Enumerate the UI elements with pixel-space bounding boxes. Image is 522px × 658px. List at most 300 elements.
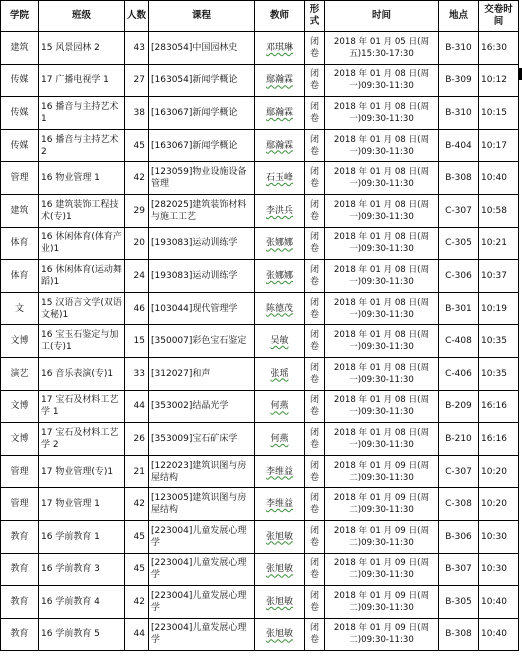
time-cell (325, 553, 439, 586)
form-cell-text: 闭卷 (309, 460, 319, 483)
class-cell-text: 16 播音与主持艺术 1 (41, 101, 119, 124)
teacher-cell-text: 张娜娜 (265, 270, 293, 281)
count-cell-text: 26 (133, 433, 145, 444)
table-row (1, 390, 519, 423)
course-cell-text: [193083]运动训练学 (151, 238, 238, 249)
count-cell-text: 45 (133, 564, 145, 575)
submit-time-cell (479, 390, 519, 423)
count-cell (125, 520, 149, 553)
room-cell-text: B-309 (445, 75, 472, 86)
time-cell-text: 2018 年 01 月 09 日(周二)09:30-11:30 (333, 558, 430, 581)
form-cell (305, 618, 325, 651)
course-cell-text: [163067]新闻学概论 (151, 140, 238, 151)
class-cell-text: 16 建筑装饰工程技术(专)1 (41, 199, 119, 222)
class-cell (39, 292, 125, 325)
count-cell-text: 42 (133, 596, 145, 607)
college-cell-text: 教育 (10, 564, 29, 575)
submit-time-cell-text: 10:30 (481, 564, 507, 575)
college-cell (1, 97, 39, 130)
time-cell (325, 129, 439, 162)
room-cell (439, 227, 479, 260)
college-cell (1, 32, 39, 65)
table-row (1, 292, 519, 325)
table-row (1, 357, 519, 390)
room-cell-text: C-306 (445, 270, 472, 281)
time-cell-text: 2018 年 01 月 09 日(周二)09:30-11:30 (333, 623, 430, 646)
submit-time-cell (479, 586, 519, 619)
room-cell-text: B-209 (445, 401, 472, 412)
header-time: 时间 (325, 1, 439, 32)
count-cell-text: 24 (133, 270, 145, 281)
time-cell-text: 2018 年 01 月 08 日(周一)09:30-11:30 (333, 134, 430, 157)
college-cell (1, 455, 39, 488)
college-cell-text: 教育 (10, 531, 29, 542)
count-cell (125, 390, 149, 423)
form-cell-text: 闭卷 (309, 167, 319, 190)
table-body (1, 32, 519, 651)
time-cell-text: 2018 年 01 月 08 日(周一)09:30-11:30 (333, 232, 430, 255)
submit-time-cell-text: 10:19 (481, 303, 507, 314)
time-cell (325, 194, 439, 227)
class-cell-text: 16 学前教育 5 (41, 629, 100, 640)
table-row (1, 32, 519, 65)
time-cell (325, 162, 439, 195)
time-cell (325, 520, 439, 553)
college-cell (1, 423, 39, 456)
course-cell (149, 325, 255, 358)
form-cell (305, 423, 325, 456)
college-cell (1, 618, 39, 651)
count-cell-text: 15 (133, 336, 145, 347)
form-cell-text: 闭卷 (309, 101, 319, 124)
class-cell-text: 17 广播电视学 1 (41, 75, 109, 86)
header-room: 地点 (439, 1, 479, 32)
form-cell (305, 292, 325, 325)
college-cell (1, 64, 39, 97)
teacher-cell (255, 357, 305, 390)
time-cell (325, 423, 439, 456)
time-cell (325, 97, 439, 130)
time-cell (325, 488, 439, 521)
course-cell (149, 260, 255, 293)
teacher-cell (255, 553, 305, 586)
count-cell-text: 44 (133, 401, 145, 412)
submit-time-cell (479, 553, 519, 586)
submit-time-cell-text: 10:17 (481, 140, 507, 151)
submit-time-cell (479, 292, 519, 325)
teacher-cell-text: 李维益 (265, 499, 293, 510)
college-cell (1, 194, 39, 227)
room-cell-text: B-404 (445, 140, 472, 151)
class-cell-text: 17 宝石及材料工艺学 2 (41, 427, 119, 450)
college-cell-text: 体育 (10, 238, 29, 249)
header-class: 班级 (39, 1, 125, 32)
time-cell (325, 618, 439, 651)
form-cell (305, 520, 325, 553)
teacher-cell (255, 423, 305, 456)
table-row (1, 520, 519, 553)
count-cell (125, 227, 149, 260)
time-cell-text: 2018 年 01 月 08 日(周一)09:30-11:30 (333, 297, 430, 320)
class-cell-text: 15 风景园林 2 (41, 42, 100, 53)
course-cell-text: [223004]儿童发展心理学 (151, 558, 247, 581)
college-cell (1, 390, 39, 423)
room-cell (439, 292, 479, 325)
submit-time-cell (479, 357, 519, 390)
room-cell-text: B-301 (445, 303, 472, 314)
submit-time-cell-text: 10:35 (481, 368, 507, 379)
submit-time-cell-text: 10:30 (481, 531, 507, 542)
time-cell-text: 2018 年 01 月 08 日(周一)09:30-11:30 (333, 167, 430, 190)
submit-time-cell-text: 10:40 (481, 596, 507, 607)
teacher-cell-text: 张旭敏 (265, 596, 293, 607)
college-cell (1, 553, 39, 586)
submit-time-cell (479, 260, 519, 293)
room-cell (439, 32, 479, 65)
form-cell (305, 488, 325, 521)
submit-time-cell (479, 97, 519, 130)
class-cell (39, 194, 125, 227)
count-cell (125, 325, 149, 358)
count-cell (125, 97, 149, 130)
course-cell (149, 227, 255, 260)
college-cell (1, 162, 39, 195)
submit-time-cell-text: 10:40 (481, 629, 507, 640)
submit-time-cell (479, 32, 519, 65)
submit-time-cell (479, 423, 519, 456)
form-cell-text: 闭卷 (309, 427, 319, 450)
count-cell-text: 38 (133, 107, 145, 118)
course-cell (149, 129, 255, 162)
class-cell-text: 16 学前教育 3 (41, 564, 100, 575)
room-cell (439, 64, 479, 97)
submit-time-cell-text: 10:37 (481, 270, 507, 281)
submit-time-cell (479, 520, 519, 553)
time-cell-text: 2018 年 01 月 08 日(周一)09:30-11:30 (333, 362, 430, 385)
room-cell (439, 586, 479, 619)
form-cell (305, 162, 325, 195)
time-cell-text: 2018 年 01 月 08 日(周一)09:30-11:30 (333, 101, 430, 124)
class-cell (39, 553, 125, 586)
form-cell-text: 闭卷 (309, 525, 319, 548)
room-cell (439, 162, 479, 195)
count-cell-text: 46 (133, 303, 145, 314)
teacher-cell (255, 97, 305, 130)
submit-time-cell (479, 488, 519, 521)
room-cell (439, 97, 479, 130)
submit-time-cell-text: 10:20 (481, 466, 507, 477)
count-cell-text: 29 (133, 205, 145, 216)
submit-time-cell-text: 10:15 (481, 107, 507, 118)
class-cell (39, 586, 125, 619)
submit-time-cell (479, 194, 519, 227)
room-cell (439, 357, 479, 390)
room-cell (439, 325, 479, 358)
form-cell (305, 97, 325, 130)
college-cell (1, 129, 39, 162)
teacher-cell-text: 石玉峰 (265, 173, 293, 184)
time-cell-text: 2018 年 01 月 08 日(周一)09:30-11:30 (333, 427, 430, 450)
course-cell-text: [223004]儿童发展心理学 (151, 590, 247, 613)
course-cell-text: [163054]新闻学概论 (151, 75, 238, 86)
course-cell-text: [312027]和声 (151, 368, 211, 379)
college-cell-text: 文博 (10, 433, 29, 444)
form-cell (305, 129, 325, 162)
class-cell (39, 325, 125, 358)
form-cell-text: 闭卷 (309, 558, 319, 581)
college-cell-text: 建筑 (10, 205, 29, 216)
submit-time-cell-text: 10:40 (481, 173, 507, 184)
room-cell-text: B-306 (445, 531, 472, 542)
college-cell (1, 357, 39, 390)
count-cell-text: 21 (133, 466, 145, 477)
teacher-cell-text: 张旭敏 (265, 629, 293, 640)
room-cell-text: C-305 (445, 238, 472, 249)
header-form: 形式 (305, 1, 325, 32)
form-cell (305, 325, 325, 358)
time-cell-text: 2018 年 01 月 09 日(周二)09:30-11:30 (333, 590, 430, 613)
teacher-cell (255, 292, 305, 325)
count-cell (125, 618, 149, 651)
college-cell-text: 文博 (10, 336, 29, 347)
room-cell (439, 520, 479, 553)
count-cell-text: 44 (133, 629, 145, 640)
table-row (1, 64, 519, 97)
form-cell (305, 32, 325, 65)
class-cell-text: 16 学前教育 1 (41, 531, 100, 542)
form-cell-text: 闭卷 (309, 623, 319, 646)
teacher-cell (255, 32, 305, 65)
college-cell (1, 586, 39, 619)
submit-time-cell-text: 10:12 (481, 75, 507, 86)
count-cell-text: 27 (133, 75, 145, 86)
room-cell-text: C-307 (445, 205, 472, 216)
count-cell-text: 20 (133, 238, 145, 249)
course-cell (149, 520, 255, 553)
header-course: 课程 (149, 1, 255, 32)
submit-time-cell (479, 129, 519, 162)
time-cell (325, 260, 439, 293)
room-cell-text: C-308 (445, 499, 472, 510)
teacher-cell-text: 鄢瀚霖 (265, 107, 293, 118)
room-cell-text: C-406 (445, 368, 472, 379)
table-row (1, 129, 519, 162)
teacher-cell-text: 张旭敏 (265, 564, 293, 575)
table-row (1, 488, 519, 521)
table-row (1, 260, 519, 293)
time-cell (325, 292, 439, 325)
class-cell-text: 16 休闲体育(体育产业)1 (41, 232, 122, 255)
table-row (1, 423, 519, 456)
teacher-cell-text: 李洪兵 (265, 205, 293, 216)
table-row (1, 97, 519, 130)
room-cell (439, 390, 479, 423)
class-cell-text: 17 物业管理 1 (41, 499, 100, 510)
submit-time-cell (479, 618, 519, 651)
table-row (1, 194, 519, 227)
form-cell (305, 390, 325, 423)
course-cell (149, 455, 255, 488)
teacher-cell (255, 586, 305, 619)
room-cell-text: C-408 (445, 336, 472, 347)
college-cell-text: 文博 (10, 401, 29, 412)
table-row (1, 455, 519, 488)
teacher-cell-text: 鄢瀚霖 (265, 75, 293, 86)
teacher-cell (255, 194, 305, 227)
teacher-cell-text: 张娜娜 (265, 238, 293, 249)
room-cell-text: C-307 (445, 466, 472, 477)
teacher-cell-text: 鄢瀚霖 (265, 140, 293, 151)
room-cell (439, 488, 479, 521)
course-cell (149, 553, 255, 586)
time-cell-text: 2018 年 01 月 09 日(周二)09:30-11:30 (333, 460, 430, 483)
submit-time-cell (479, 455, 519, 488)
time-cell (325, 227, 439, 260)
course-cell-text: [163067]新闻学概论 (151, 107, 238, 118)
class-cell-text: 16 播音与主持艺术 2 (41, 134, 119, 157)
class-cell-text: 16 学前教育 4 (41, 596, 100, 607)
count-cell (125, 488, 149, 521)
form-cell-text: 闭卷 (309, 362, 319, 385)
time-cell (325, 357, 439, 390)
course-cell-text: [223004]儿童发展心理学 (151, 623, 247, 646)
form-cell-text: 闭卷 (309, 232, 319, 255)
time-cell-text: 2018 年 01 月 08 日(周一)09:30-11:30 (333, 264, 430, 287)
table-row (1, 325, 519, 358)
form-cell (305, 260, 325, 293)
course-cell (149, 618, 255, 651)
form-cell (305, 194, 325, 227)
count-cell (125, 129, 149, 162)
teacher-cell-text: 何燕 (270, 401, 289, 412)
header-teacher: 教师 (255, 1, 305, 32)
course-cell (149, 586, 255, 619)
course-cell (149, 357, 255, 390)
teacher-cell-text: 何燕 (270, 433, 289, 444)
teacher-cell (255, 520, 305, 553)
class-cell (39, 455, 125, 488)
time-cell-text: 2018 年 01 月 08 日(周一)09:30-11:30 (333, 199, 430, 222)
header-college: 学院 (1, 1, 39, 32)
header-submit-time: 交卷时间 (479, 1, 519, 32)
college-cell-text: 体育 (10, 270, 29, 281)
count-cell (125, 194, 149, 227)
class-cell (39, 488, 125, 521)
header-row (1, 1, 519, 32)
teacher-cell (255, 129, 305, 162)
college-cell (1, 488, 39, 521)
form-cell-text: 闭卷 (309, 36, 319, 59)
teacher-cell (255, 618, 305, 651)
count-cell-text: 42 (133, 499, 145, 510)
room-cell-text: B-305 (445, 596, 472, 607)
submit-time-cell-text: 10:35 (481, 336, 507, 347)
class-cell-text: 17 物业管理(专)1 (41, 466, 114, 477)
teacher-cell (255, 455, 305, 488)
room-cell-text: B-310 (445, 42, 472, 53)
teacher-cell-text: 张瑶 (270, 368, 289, 379)
form-cell (305, 553, 325, 586)
room-cell (439, 260, 479, 293)
college-cell-text: 管理 (10, 173, 29, 184)
count-cell (125, 162, 149, 195)
header-count: 人数 (125, 1, 149, 32)
time-cell-text: 2018 年 01 月 09 日(周二)09:30-11:30 (333, 493, 430, 516)
course-cell (149, 194, 255, 227)
room-cell-text: B-308 (445, 629, 472, 640)
class-cell (39, 357, 125, 390)
form-cell-text: 闭卷 (309, 134, 319, 157)
form-cell-text: 闭卷 (309, 395, 319, 418)
form-cell (305, 64, 325, 97)
table-row (1, 586, 519, 619)
form-cell (305, 227, 325, 260)
time-cell-text: 2018 年 01 月 05 日(周五)15:30-17:30 (333, 36, 430, 59)
room-cell-text: B-307 (445, 564, 472, 575)
time-cell (325, 390, 439, 423)
table-row (1, 227, 519, 260)
college-cell-text: 文 (14, 303, 24, 314)
room-cell (439, 129, 479, 162)
teacher-cell (255, 325, 305, 358)
class-cell (39, 423, 125, 456)
form-cell (305, 455, 325, 488)
college-cell-text: 教育 (10, 629, 29, 640)
course-cell-text: [123005]建筑识图与房屋结构 (151, 493, 247, 516)
teacher-cell (255, 64, 305, 97)
class-cell-text: 16 物业管理 1 (41, 173, 100, 184)
count-cell (125, 423, 149, 456)
course-cell-text: [282025]建筑装饰材料与施工工艺 (151, 199, 247, 222)
course-cell (149, 97, 255, 130)
form-cell (305, 586, 325, 619)
teacher-cell (255, 488, 305, 521)
class-cell (39, 129, 125, 162)
class-cell (39, 97, 125, 130)
room-cell (439, 423, 479, 456)
course-cell-text: [353002]结晶光学 (151, 401, 229, 412)
form-cell-text: 闭卷 (309, 297, 319, 320)
class-cell-text: 16 休闲体育(运动舞蹈)1 (41, 264, 122, 287)
submit-time-cell (479, 162, 519, 195)
course-cell-text: [103044]现代管理学 (151, 303, 238, 314)
count-cell (125, 64, 149, 97)
room-cell (439, 553, 479, 586)
count-cell-text: 45 (133, 531, 145, 542)
course-cell-text: [283054]中国园林史 (151, 42, 238, 53)
count-cell (125, 357, 149, 390)
submit-time-cell (479, 64, 519, 97)
time-cell-text: 2018 年 01 月 08 日(周一)09:30-11:30 (333, 395, 430, 418)
room-cell (439, 455, 479, 488)
class-cell (39, 618, 125, 651)
college-cell (1, 227, 39, 260)
form-cell (305, 357, 325, 390)
teacher-cell-text: 吴敏 (270, 336, 289, 347)
course-cell-text: [122023]建筑识图与房屋结构 (151, 460, 247, 483)
course-cell (149, 423, 255, 456)
submit-time-cell-text: 10:58 (481, 205, 507, 216)
submit-time-cell-text: 16:16 (481, 401, 507, 412)
form-cell-text: 闭卷 (309, 590, 319, 613)
room-cell (439, 618, 479, 651)
teacher-cell-text: 陈德茂 (265, 303, 293, 314)
course-cell-text: [223004]儿童发展心理学 (151, 525, 247, 548)
course-cell-text: [123059]物业设施设备管理 (151, 167, 247, 190)
college-cell (1, 292, 39, 325)
submit-time-cell-text: 16:30 (481, 42, 507, 53)
count-cell (125, 586, 149, 619)
